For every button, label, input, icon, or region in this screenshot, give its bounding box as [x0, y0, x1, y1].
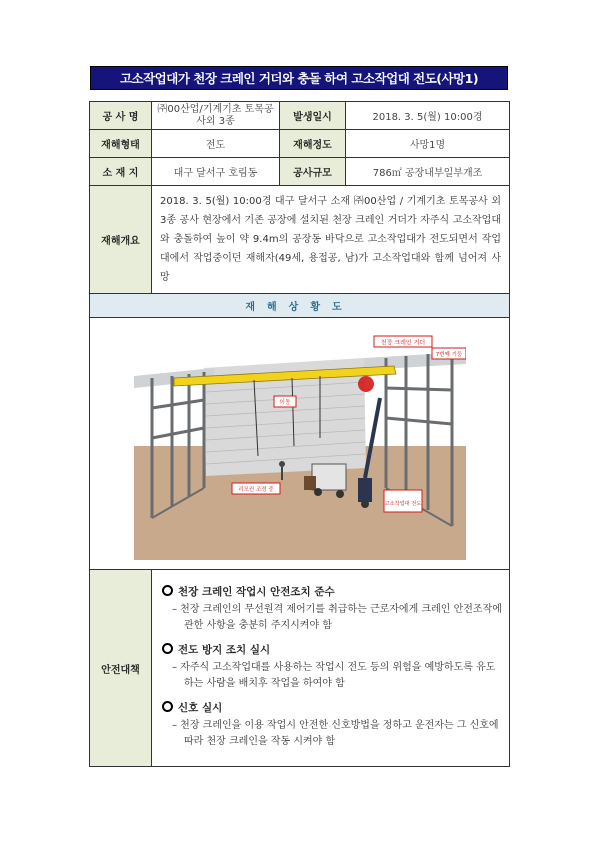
site-value: ㈜00산업/기계기초 토목공사외 3종: [152, 102, 280, 130]
svg-text:이동: 이동: [278, 398, 291, 406]
callout-remote: [232, 483, 280, 494]
scale-value: 786㎡ 공장내부일부개조: [346, 158, 510, 186]
circle-bullet-icon: [162, 701, 173, 712]
location-label: 소 재 지: [90, 158, 152, 186]
measures-label: 안전대책: [90, 570, 152, 767]
measures-content: [152, 570, 510, 767]
accident-report-table: [89, 101, 510, 767]
svg-text:리모컨 조정 중: 리모컨 조정 중: [237, 486, 274, 493]
situation-heading: 재해상황도: [90, 294, 510, 318]
callout-crane-girder: [374, 336, 432, 347]
document-title: 고소작업대가 천장 크레인 거더와 충돌 하여 고소작업대 전도(사망1): [119, 71, 479, 86]
callout-column7: [432, 348, 466, 359]
scale-label: 공사규모: [280, 158, 346, 186]
measure-2-title: 전도 방지 조치 실시: [162, 642, 503, 657]
measure-2-body: – 자주식 고소작업대를 사용하는 작업시 전도 등의 위험을 예방하도록 유도하는 사람을 배치후 작업을 하여야 함: [172, 662, 496, 689]
measure-3-body: – 천장 크레인을 이용 작업시 안전한 신호방법을 정하고 운전자는 그 신호에 따라 천장 크레인을 작동 시켜야 함: [172, 720, 499, 747]
site-label: 공 사 명: [90, 102, 152, 130]
severity-label: 재해정도: [280, 130, 346, 158]
overview-label: 재해개요: [90, 186, 152, 294]
accident-illustration: [134, 328, 466, 560]
location-value: 대구 달서구 호림동: [152, 158, 280, 186]
document-title-bar: [90, 66, 508, 90]
date-value: 2018. 3. 5(월) 10:00경: [346, 102, 510, 130]
type-label: 재해형태: [90, 130, 152, 158]
callout-fall: [384, 490, 422, 512]
callout-move: [274, 396, 296, 407]
truck-cargo: [304, 476, 316, 490]
situation-figure-cell: [90, 318, 510, 570]
overview-text: 2018. 3. 5(월) 10:00경 대구 달서구 소재 ㈜00산업 / 기계기초 토목공사 외 3종 공사 현장에서 기존 공장에 설치된 천장 크레인 거더가 자주식 고소작업대와 충돌하여 높이 약 9.4m의 공장동 바닥으로 고소작업대가 전도되면서 작업대에서 작업중이던 재해자(49세, 용접공, 남)가 고소작업대와 함께 넘어져 사망: [152, 186, 510, 294]
type-value: 전도: [152, 130, 280, 158]
measure-1-body: – 천장 크레인의 무선원격 제어기를 취급하는 근로자에게 크레인 안전조작에 관한 사항을 충분히 주지시켜야 함: [172, 604, 502, 631]
measure-3-title: 신호 실시: [162, 700, 503, 715]
truck-body: [312, 464, 346, 490]
severity-value: 사망1명: [346, 130, 510, 158]
collision-mark: [358, 376, 374, 392]
scissor-lift-base: [358, 478, 372, 502]
svg-text:천장 크레인 거더: 천장 크레인 거더: [380, 339, 425, 346]
circle-bullet-icon: [162, 643, 173, 654]
measure-1-title: 천장 크레인 작업시 안전조치 준수: [162, 584, 503, 599]
svg-text:7번째 기둥: 7번째 기둥: [435, 351, 462, 358]
worker-figure: [279, 461, 285, 467]
circle-bullet-icon: [162, 585, 173, 596]
date-label: 발생일시: [280, 102, 346, 130]
svg-text:고소작업대 전도: 고소작업대 전도: [384, 500, 421, 507]
